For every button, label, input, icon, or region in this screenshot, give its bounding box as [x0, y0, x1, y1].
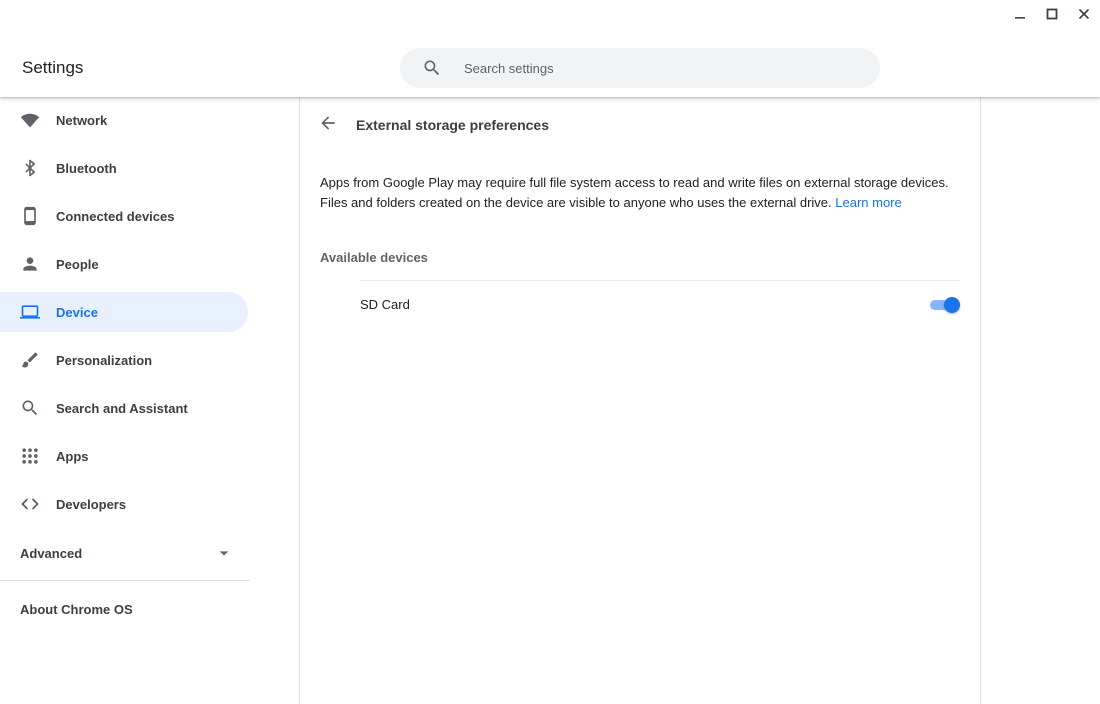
header — [0, 0, 1100, 97]
search-box[interactable] — [400, 48, 880, 88]
code-icon — [20, 494, 40, 514]
wifi-icon — [20, 110, 40, 130]
sidebar-item-label: Search and Assistant — [56, 400, 188, 416]
search-input[interactable] — [464, 48, 864, 88]
sidebar-item-device[interactable] — [0, 292, 248, 332]
brush-icon — [20, 350, 40, 370]
sidebar-item-label: People — [56, 256, 99, 272]
app-title: Settings — [22, 58, 84, 77]
sidebar-item-label: Apps — [56, 448, 89, 464]
window-controls — [1004, 0, 1100, 32]
phone-icon — [20, 206, 40, 226]
arrow-back-icon — [318, 113, 338, 138]
search-icon — [422, 58, 442, 78]
description — [320, 173, 960, 213]
person-icon — [20, 254, 40, 274]
device-row-sd-card — [360, 281, 960, 329]
sidebar-item-network[interactable] — [0, 100, 248, 140]
about-chrome-os-link[interactable]: About Chrome OS — [20, 602, 133, 617]
description-text: Apps from Google Play may require full file system access to read and write files on external storage devices. Files and folders created on the device are visible to anyone who uses the external drive. — [320, 175, 949, 210]
bluetooth-icon — [20, 158, 40, 178]
advanced-toggle[interactable] — [0, 535, 250, 571]
advanced-label: Advanced — [20, 546, 83, 561]
sidebar-item-connected-devices[interactable] — [0, 196, 248, 236]
sidebar-item-label: Connected devices — [56, 208, 175, 224]
sidebar-item-label: Personalization — [56, 352, 153, 368]
sd-card-toggle[interactable] — [928, 295, 962, 315]
search-icon — [20, 398, 40, 418]
sidebar-item-apps[interactable] — [0, 436, 248, 476]
maximize-icon — [1046, 7, 1058, 25]
sidebar-item-label: Developers — [56, 496, 127, 512]
close-icon — [1078, 7, 1090, 25]
laptop-icon — [20, 302, 40, 322]
sidebar-divider — [0, 580, 250, 581]
sidebar-item-label: Bluetooth — [56, 160, 117, 176]
device-label: SD Card — [360, 297, 410, 312]
sidebar-item-developers[interactable] — [0, 484, 248, 524]
sidebar — [0, 97, 250, 704]
sidebar-item-search-and-assistant[interactable] — [0, 388, 248, 428]
apps-grid-icon — [20, 446, 40, 466]
close-button[interactable] — [1068, 0, 1100, 32]
sidebar-item-bluetooth[interactable] — [0, 148, 248, 188]
section-header-available-devices: Available devices — [320, 250, 428, 265]
maximize-button[interactable] — [1036, 0, 1068, 32]
learn-more-link[interactable]: Learn more — [835, 195, 902, 210]
back-button[interactable] — [316, 113, 340, 137]
toggle-knob — [944, 297, 960, 313]
page-title: External storage preferences — [356, 117, 549, 133]
sidebar-item-label: Device — [56, 304, 98, 320]
sidebar-item-label: Network — [56, 112, 108, 128]
main-card — [299, 97, 981, 704]
arrow-drop-down-icon — [214, 543, 234, 563]
minimize-icon — [1014, 7, 1026, 25]
minimize-button[interactable] — [1004, 0, 1036, 32]
nav-list — [0, 100, 250, 532]
sidebar-item-personalization[interactable] — [0, 340, 248, 380]
sidebar-item-people[interactable] — [0, 244, 248, 284]
